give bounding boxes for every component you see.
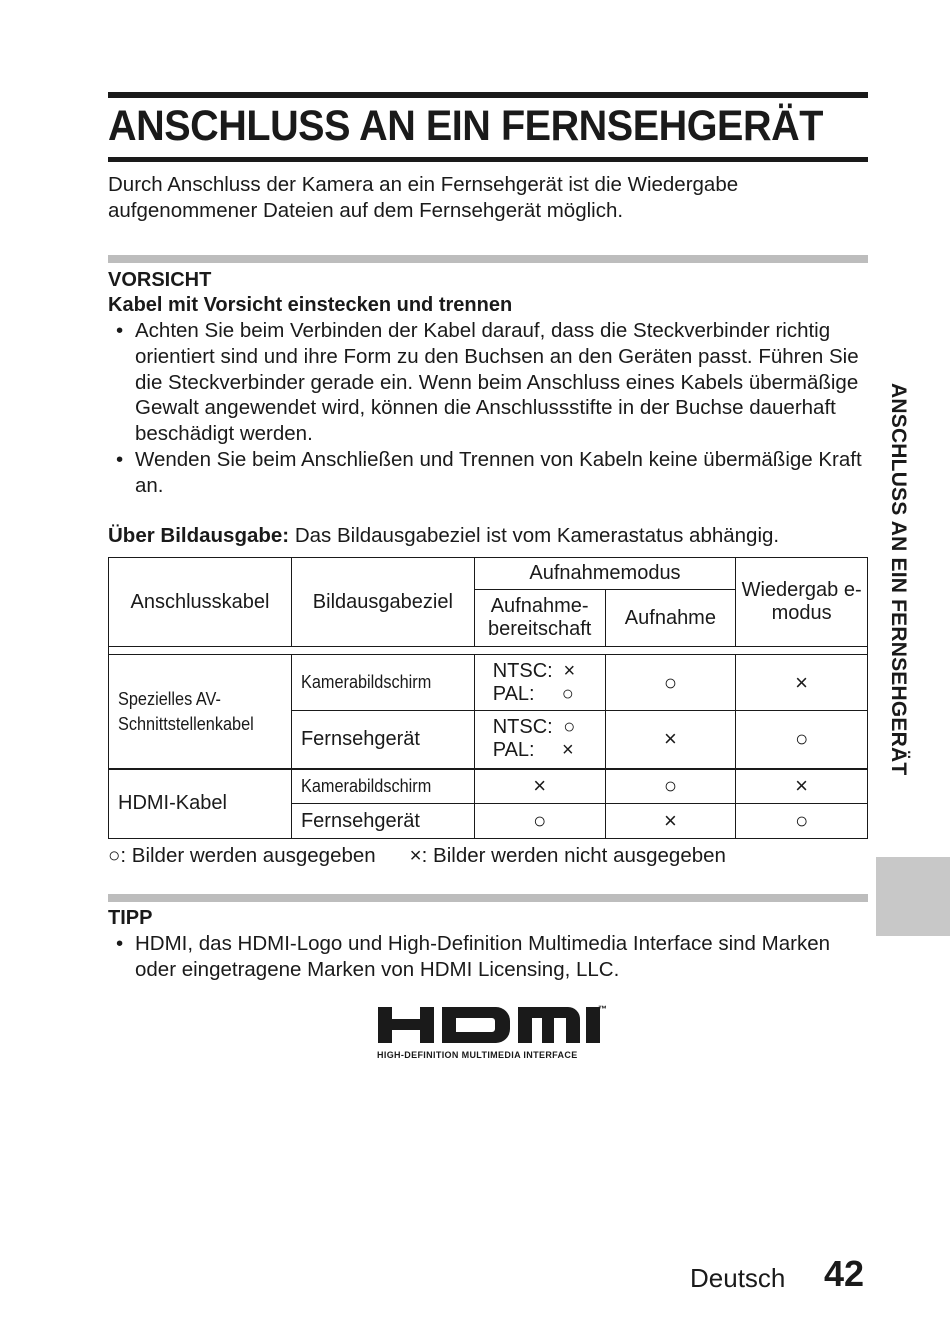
cell-standby	[474, 711, 605, 769]
caution-bullet: • Wenden Sie beim Anschließen und Trennen von Kabeln keine übermäßige Kraft an.	[108, 447, 868, 499]
cell-recording: ×	[605, 711, 736, 769]
footer-language: Deutsch	[690, 1263, 786, 1293]
cell-standby	[474, 655, 605, 711]
table-row	[109, 769, 868, 804]
tip-bullet: • HDMI, das HDMI-Logo und High-Definition Multimedia Interface sind Marken oder eingetragene Marken von HDMI Licensing, LLC.	[108, 931, 868, 983]
cell-target: Kamerabildschirm	[291, 769, 474, 804]
page-number: 42	[824, 1253, 865, 1294]
caution-list	[108, 318, 868, 499]
title-rule-bottom	[108, 157, 868, 162]
cell-playback: ○	[736, 711, 868, 769]
legend-yes: ○: Bilder werden ausgegeben	[108, 844, 376, 867]
header-rec-mode: Aufnahmemodus	[474, 558, 735, 590]
table-row	[109, 655, 868, 711]
cell-recording: ○	[605, 655, 736, 711]
cell-recording: ×	[605, 804, 736, 839]
pal-value: ×	[562, 739, 574, 762]
intro-paragraph: Durch Anschluss der Kamera an ein Fernsehgerät ist die Wiedergabe aufgenommener Dateien auf dem Fernsehgerät möglich.	[108, 173, 739, 222]
header-cable: Anschlusskabel	[109, 558, 292, 647]
title-rule-top	[108, 92, 868, 98]
cell-standby: ○	[474, 804, 605, 839]
cell-cable: HDMI-Kabel	[109, 769, 292, 839]
pal-label: PAL:	[492, 682, 535, 705]
hdmi-tagline: HIGH-DEFINITION MULTIMEDIA INTERFACE	[377, 1050, 578, 1060]
cell-target: Kamerabildschirm	[291, 655, 474, 711]
cell-standby: ×	[474, 769, 605, 804]
tip-heading: TIPP	[108, 907, 153, 929]
cell-recording: ○	[605, 769, 736, 804]
side-tab-marker	[876, 857, 950, 936]
ntsc-label: NTSC:	[492, 716, 553, 739]
header-playback: Wiedergab e-modus	[736, 558, 868, 647]
caution-subheading: Kabel mit Vorsicht einstecken und trennen	[108, 294, 513, 316]
hdmi-wordmark	[376, 1003, 612, 1049]
page-title: ANSCHLUSS AN EIN FERNSEHGERÄT	[108, 102, 823, 150]
ntsc-value: ×	[563, 659, 576, 682]
ntsc-value: ○	[563, 716, 576, 739]
cell-target: Fernsehgerät	[291, 804, 474, 839]
side-tab	[886, 383, 914, 853]
output-text: Das Bildausgabeziel ist vom Kamerastatus abhängig.	[289, 524, 780, 547]
hdmi-logo	[376, 1003, 612, 1063]
caution-bullet: • Achten Sie beim Verbinden der Kabel darauf, dass die Steckverbinder richtig orientiert sind und ihre Form zu den Buchsen an den Geräten passt. Führen Sie die Steckverbinder gerade ein. Wenn beim Anschluss eines Kabels übermäßige Gewalt angewendet wird, können die Anschlussstifte in der Buchse dauerhaft beschädigt werden.	[108, 318, 868, 447]
caution-divider	[108, 255, 868, 263]
trademark-symbol: ™	[598, 1004, 607, 1014]
cell-cable: Spezielles AV-Schnittstellenkabel	[109, 655, 292, 769]
cell-playback: ×	[736, 655, 868, 711]
legend-no: ×: Bilder werden nicht ausgegeben	[409, 844, 726, 867]
cell-target: Fernsehgerät	[291, 711, 474, 769]
pal-value: ○	[561, 682, 574, 705]
header-target: Bildausgabeziel	[291, 558, 474, 647]
header-standby: Aufnahme-bereitschaft	[474, 590, 605, 647]
table-legend	[108, 843, 868, 869]
output-note	[108, 523, 868, 549]
table-gap	[109, 647, 868, 655]
cell-playback: ×	[736, 769, 868, 804]
header-recording: Aufnahme	[605, 590, 736, 647]
output-label: Über Bildausgabe:	[108, 524, 290, 547]
side-tab-label: ANSCHLUSS AN EIN FERNSEHGERÄT	[887, 383, 910, 776]
tip-divider	[108, 894, 868, 902]
caution-heading: VORSICHT	[108, 269, 212, 291]
cell-playback: ○	[736, 804, 868, 839]
output-table	[108, 557, 868, 839]
tip-list	[108, 931, 868, 983]
pal-label: PAL:	[492, 739, 535, 762]
ntsc-label: NTSC:	[492, 659, 553, 682]
